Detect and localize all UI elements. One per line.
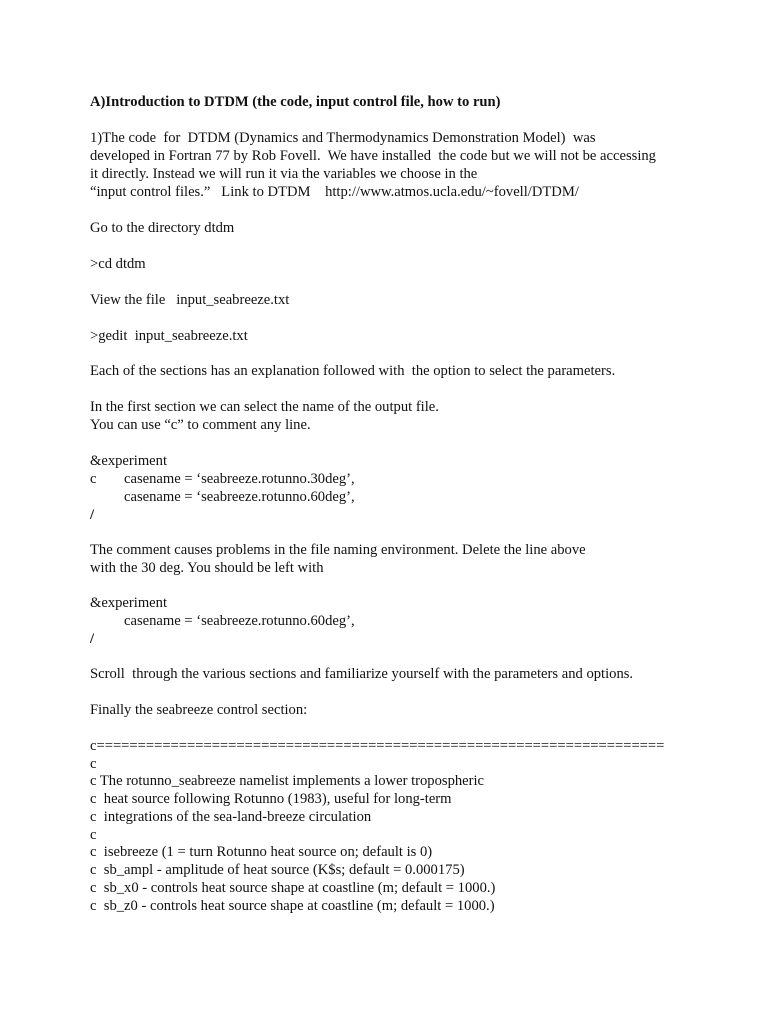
- control-section-line: c The rotunno_seabreeze namelist implements a lower tropospheric: [90, 773, 485, 789]
- code-block-1-active-line: casename = ‘seabreeze.rotunno.60deg’,: [124, 489, 355, 505]
- control-section-line: c integrations of the sea-land-breeze circulation: [90, 809, 372, 825]
- code-block-1-terminator: /: [90, 507, 95, 523]
- page-heading: A)Introduction to DTDM (the code, input control file, how to run): [90, 94, 501, 110]
- control-section-line: c isebreeze (1 = turn Rotunno heat source on; default is 0): [90, 844, 433, 860]
- comment-problem-line-2: with the 30 deg. You should be left with: [90, 560, 324, 576]
- code-block-2-terminator: /: [90, 631, 95, 647]
- view-file-text: View the file input_seabreeze.txt: [90, 292, 290, 308]
- code-block-2-active-line: casename = ‘seabreeze.rotunno.60deg’,: [124, 613, 355, 629]
- control-section-separator: c=====================================================================: [90, 738, 665, 754]
- cd-command: >cd dtdm: [90, 256, 146, 272]
- gedit-command: >gedit input_seabreeze.txt: [90, 328, 248, 344]
- code-block-2-header: &experiment: [90, 595, 167, 611]
- control-section-line: c: [90, 756, 97, 772]
- first-section-line-1: In the first section we can select the name of the output file.: [90, 399, 439, 415]
- code-block-1-commented-line: casename = ‘seabreeze.rotunno.30deg’,: [124, 471, 355, 487]
- intro-line-1: 1)The code for DTDM (Dynamics and Thermodynamics Demonstration Model) was: [90, 130, 596, 146]
- control-section-line: c sb_ampl - amplitude of heat source (K$s; default = 0.000175): [90, 862, 465, 878]
- finally-note: Finally the seabreeze control section:: [90, 702, 308, 718]
- scroll-note: Scroll through the various sections and familiarize yourself with the parameters and options.: [90, 666, 634, 682]
- intro-line-4: “input control files.” Link to DTDM http://www.atmos.ucla.edu/~fovell/DTDM/: [90, 184, 579, 200]
- control-section-line: c sb_z0 - controls heat source shape at coastline (m; default = 1000.): [90, 898, 495, 914]
- code-block-1-comment-prefix: c: [90, 471, 97, 487]
- control-section-line: c sb_x0 - controls heat source shape at coastline (m; default = 1000.): [90, 880, 496, 896]
- first-section-line-2: You can use “c” to comment any line.: [90, 417, 311, 433]
- comment-problem-line-1: The comment causes problems in the file naming environment. Delete the line above: [90, 542, 586, 558]
- sections-note: Each of the sections has an explanation followed with the option to select the parameters.: [90, 363, 616, 379]
- code-block-1-header: &experiment: [90, 453, 167, 469]
- control-section-line: c: [90, 827, 97, 843]
- control-section-line: c heat source following Rotunno (1983), useful for long-term: [90, 791, 452, 807]
- goto-directory-text: Go to the directory dtdm: [90, 220, 235, 236]
- intro-line-2: developed in Fortran 77 by Rob Fovell. We have installed the code but we will not be accessing: [90, 148, 656, 164]
- intro-line-3: it directly. Instead we will run it via the variables we choose in the: [90, 166, 478, 182]
